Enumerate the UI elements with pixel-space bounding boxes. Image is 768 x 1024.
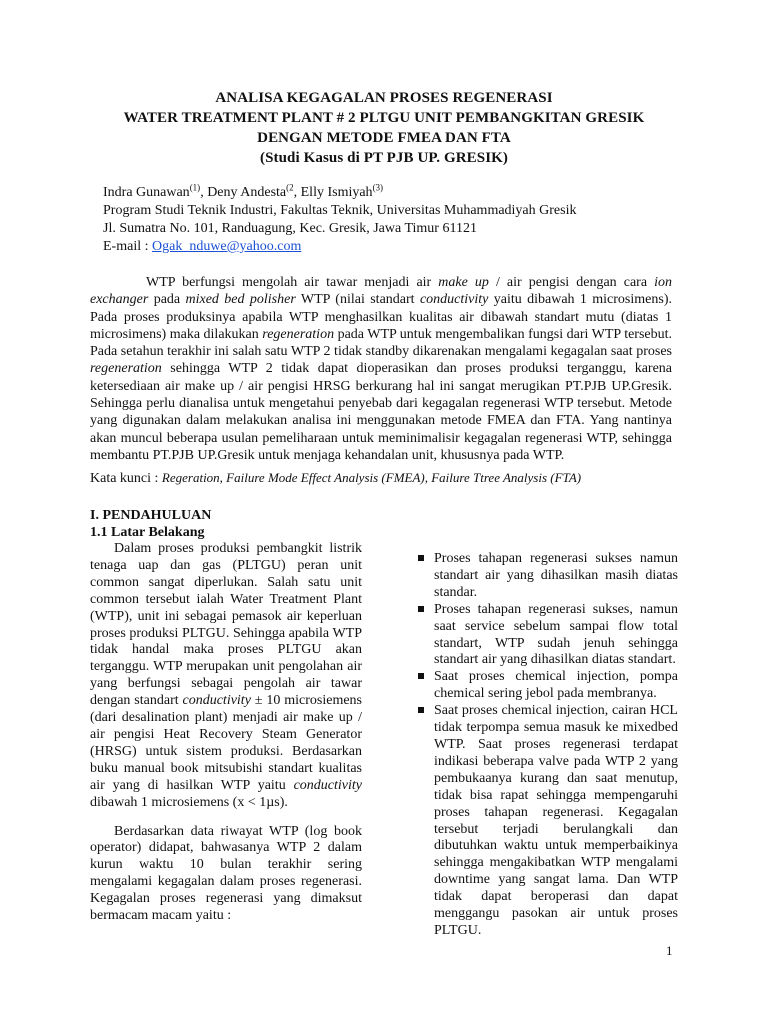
body-term: conductivity (293, 777, 362, 793)
title-line-3: DENGAN METODE FMEA DAN FTA (257, 130, 511, 146)
list-item (414, 551, 678, 602)
abstract-text: pada (148, 292, 186, 308)
abstract-text: yaitu dibawah 1 microsimens). Pada proses produksinya apabila WTP menghasilkan kualitas air dibawah standart mutu (diatas 1 microsimens) maka dilakukan (90, 292, 672, 342)
paper-title (60, 88, 708, 168)
title-line-1: ANALISA KEGAGALAN PROSES REGENERASI (215, 90, 553, 106)
email-link[interactable]: Ogak_nduwe@yahoo.com (152, 239, 302, 254)
abstract-term: regeneration (90, 361, 162, 377)
list-item-text: Saat proses chemical injection, cairan HCL tidak terpompa semua masuk ke mixedbed WTP. Saat proses regenerasi terdapat indikasi beberapa valve pada WTP 2 yang pembukaanya kurang dan saat menutup, tidak bisa rapat sehingga mempengaruhi proses tahapan regenerasi. Kegagalan tersebut terjadi berulangkali dan dibutuhkan waktu untuk memperbaikinya sehingga mengakibatkan WTP mengalami downtime yang sangat lama. Dan WTP tidak dapat beroperasi dan dapat menggangu pasokan air untuk proses PLTGU. (434, 703, 678, 938)
abstract-term: regeneration (262, 326, 335, 342)
abstract-text: pada WTP untuk mengembalikan fungsi dari WTP tersebut. Pada setahun terakhir ini salah satu WTP 2 tidak standby dikarenakan mengalami kegagalan saat proses (90, 326, 673, 360)
abstract-paragraph (90, 274, 672, 464)
body-text: dibawah 1 microsiemens (x < 1µs). (90, 794, 288, 810)
title-line-2: WATER TREATMENT PLANT # 2 PLTGU UNIT PEMBANGKITAN GRESIK (123, 110, 645, 126)
abstract-text: WTP berfungsi mengolah air tawar menjadi air (146, 275, 439, 290)
bullet-square-icon (418, 606, 424, 612)
list-item (414, 703, 678, 940)
section-heading: I. PENDAHULUAN (90, 508, 212, 523)
list-item-text: Proses tahapan regenerasi sukses, namun saat service sebelum sampai flow total standart, WTP sudah jenuh sehingga standart air yang dihasilkan diatas standart. (434, 601, 678, 668)
bullet-square-icon (418, 555, 424, 561)
list-item (414, 669, 678, 703)
list-item-text: Proses tahapan regenerasi sukses namun standart air yang dihasilkan masih diatas standar. (434, 551, 678, 600)
author-3: , Elly Ismiyah (293, 185, 373, 200)
body-paragraph-1 (90, 541, 362, 812)
abstract-text: / air pengisi dengan cara (488, 275, 655, 290)
list-item-text: Saat proses chemical injection, pompa chemical sering jebol pada membranya. (434, 669, 678, 702)
bullet-square-icon (418, 673, 424, 679)
author-names (103, 184, 703, 202)
abstract (90, 274, 672, 464)
email-line (103, 238, 703, 256)
author-3-affiliation-mark: (3) (372, 182, 384, 193)
keywords-label: Kata kunci : (90, 471, 162, 486)
author-2: , Deny Andesta (200, 185, 287, 200)
abstract-text: sehingga WTP 2 tidak dapat dioperasikan dan proses produksi terganggu, karena ketersediaan air make up / air pengisi HRSG berkurang hal ini sangat merugikan PT.PJB UP.Gresik. Sehingga perlu dianalisa untuk mengetahui penyebab dari kegagalan regenerasi WTP tersebut. Metode yang digunakan dalam melakukan analisa ini menggunakan metode FMEA dan FTA. Yang nantinya akan muncul beberapa usulan pemeliharaan untuk meminimalisir kegagalan regenerasi WTP, sehingga membantu PT.PJB UP.Gresik untuk menjaga kehandalan unit, khususnya pada WTP. (90, 361, 672, 463)
author-1-affiliation-mark: (1) (189, 182, 201, 193)
list-item (414, 602, 678, 670)
right-column (414, 551, 678, 940)
email-label: E-mail : (103, 239, 152, 254)
author-2-affiliation-mark: (2 (286, 182, 294, 193)
failure-list (414, 551, 678, 940)
subsection-heading: 1.1 Latar Belakang (90, 525, 205, 540)
bullet-square-icon (418, 707, 424, 713)
abstract-term: make up (438, 275, 489, 290)
author-1: Indra Gunawan (103, 185, 190, 200)
keywords-text: Regeration, Failure Mode Effect Analysis (FMEA), Failure Ttree Analysis (FTA) (161, 470, 582, 485)
address: Jl. Sumatra No. 101, Randuagung, Kec. Gresik, Jawa Timur 61121 (103, 221, 477, 236)
left-column (90, 507, 362, 925)
abstract-term: conductivity (419, 292, 489, 308)
affiliation: Program Studi Teknik Industri, Fakultas Teknik, Universitas Muhammadiyah Gresik (103, 203, 577, 218)
page-number: 1 (666, 943, 673, 958)
abstract-term: ion exchanger (90, 275, 672, 308)
body-text: Dalam proses produksi pembangkit listrik tenaga uap dan gas (PLTGU) peran unit common sangat diperlukan. Salah satu unit common tersebut ialah Water Treatment Plant (WTP), unit ini sebagai pemasok air keperluan proses produksi PLTGU. Sehingga apabila WTP tidak handal maka proses PLTGU akan terganggu. WTP merupakan unit pengolahan air yang berfungsi sebagai pengolah air tawar dengan standart (90, 541, 362, 709)
abstract-text: WTP (nilai standart (295, 292, 420, 308)
title-line-4: (Studi Kasus di PT PJB UP. GRESIK) (259, 150, 509, 166)
body-text: ± 10 microsiemens (dari desalination plant) menjadi air make up / air pengisi Heat Recovery Steam Generator (HRSG) untuk sistem produksi. Berdasarkan buku manual book mitsubishi standart kualitas air yang di hasilkan WTP yaitu (90, 693, 362, 793)
body-term: conductivity (182, 693, 251, 709)
body-paragraph-2: Berdasarkan data riwayat WTP (log book operator) didapat, bahwasanya WTP 2 dalam kurun waktu 10 bulan terakhir sering mengalami kegagalan dalam proses regenerasi. Kegagalan proses regenerasi yang dimaksut bermacam macam yaitu : (90, 823, 362, 924)
author-block (103, 184, 703, 256)
keywords (90, 469, 690, 488)
abstract-term: mixed bed polisher (185, 292, 296, 308)
